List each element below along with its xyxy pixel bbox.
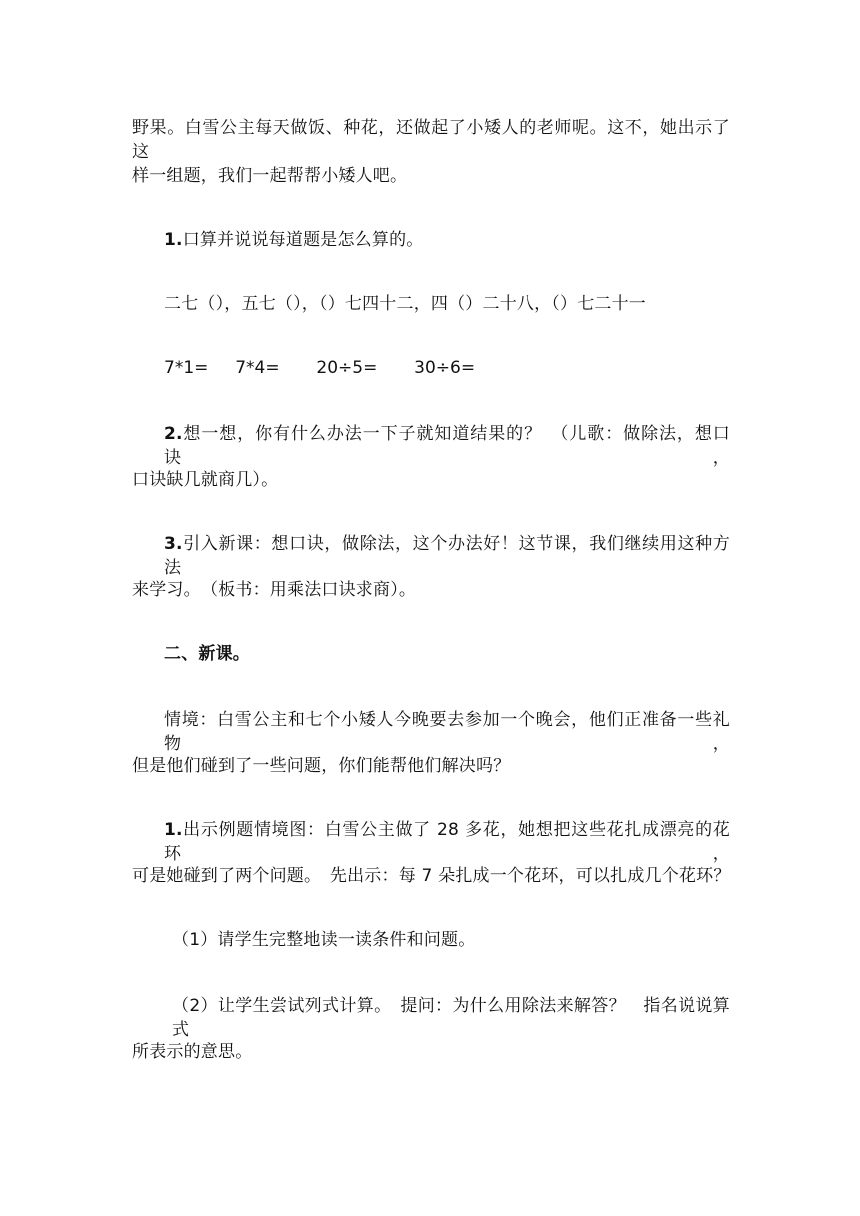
calc-2: 7*4= xyxy=(235,358,280,378)
item-2-number: 2. xyxy=(164,424,183,444)
intro-line-2: 样一组题，我们一起帮帮小矮人吧。 xyxy=(132,166,408,186)
calculation-row xyxy=(164,356,475,380)
item-1-text: 口算并说说每道题是怎么算的。 xyxy=(182,230,424,250)
example-number: 1. xyxy=(164,820,183,840)
item-1 xyxy=(164,228,424,252)
example-line-2: 可是她碰到了两个问题。 先出示：每 7 朵扎成一个花环，可以扎成几个花环？ xyxy=(132,866,731,886)
multiplication-rhymes-line: 二七（），五七（），（）七四十二，四（）二十八，（）七二十一 xyxy=(164,294,646,314)
item-3-text: 引入新课：想口诀，做除法，这个办法好！这节课，我们继续用这种方法 xyxy=(164,534,730,578)
item-3-line-2: 来学习。 （板书：用乘法口诀求商）。 xyxy=(132,580,417,600)
sub-step-1: （1）请学生完整地读一读条件和问题。 xyxy=(172,930,476,950)
intro-line-1: 野果。白雪公主每天做饭、种花，还做起了小矮人的老师呢。这不，她出示了这 xyxy=(132,118,730,162)
sub-step-2-line-1: （2）让学生尝试列式计算。 提问：为什么用除法来解答？ 指名说说算式 xyxy=(172,996,730,1040)
calc-4: 30÷6= xyxy=(414,358,476,378)
item-2-text: 想一想，你有什么办法一下子就知道结果的？ （儿歌：做除法，想口诀， xyxy=(164,424,730,468)
calc-1: 7*1= xyxy=(164,358,209,378)
calc-3: 20÷5= xyxy=(316,358,378,378)
situation-line-1: 情境：白雪公主和七个小矮人今晚要去参加一个晚会，他们正准备一些礼物， xyxy=(164,710,730,754)
example-text: 出示例题情境图：白雪公主做了 28 多花，她想把这些花扎成漂亮的花环， xyxy=(164,820,730,864)
item-3-number: 3. xyxy=(164,534,183,554)
item-2-line-2: 口诀缺几就商几）。 xyxy=(132,470,279,490)
section-heading-new-lesson: 二、新课。 xyxy=(164,644,250,664)
example-line-1 xyxy=(164,818,730,866)
item-3-line-1 xyxy=(164,532,730,580)
situation-line-2: 但是他们碰到了一些问题，你们能帮他们解决吗？ xyxy=(132,756,511,776)
sub-step-2-line-2: 所表示的意思。 xyxy=(132,1042,253,1062)
item-1-number: 1. xyxy=(164,230,183,250)
item-2-line-1 xyxy=(164,422,730,470)
